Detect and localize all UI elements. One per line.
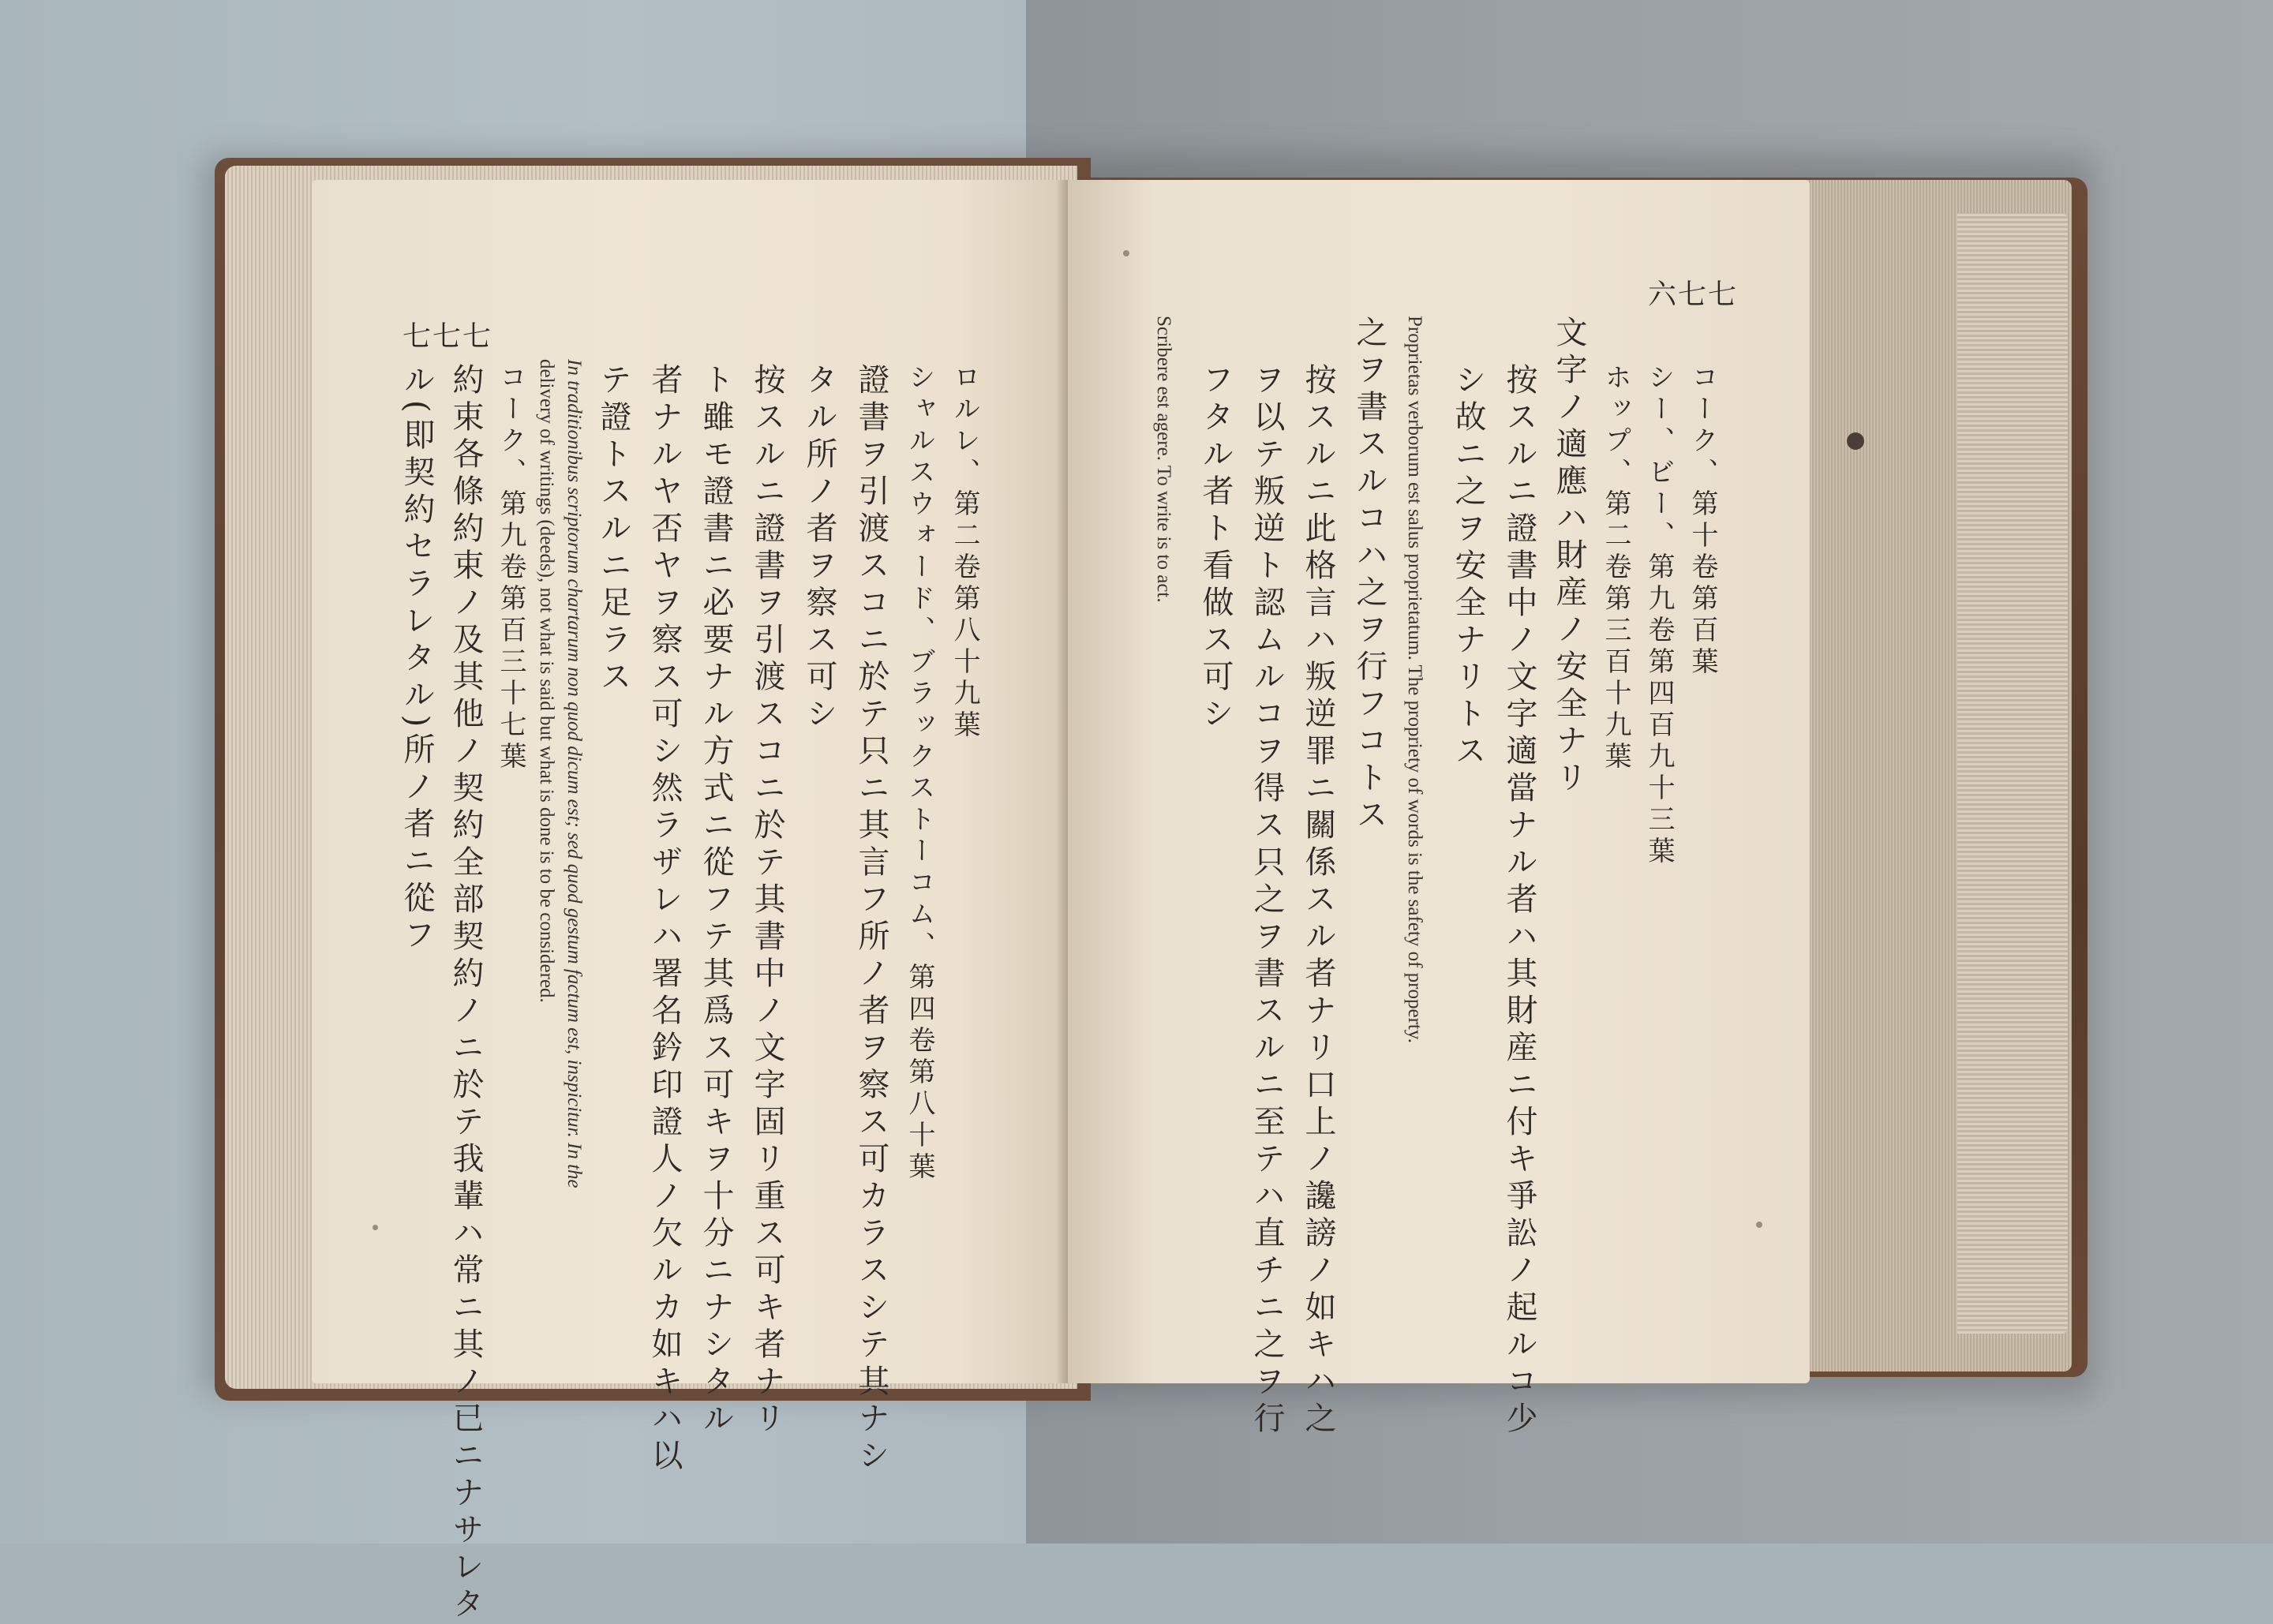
right-col-1: コーク、第十卷第百葉	[1687, 363, 1718, 679]
left-latin-2: delivery of writings (deeds), not what is said but what is done is to be considered.	[536, 359, 557, 1003]
left-col-11: ル(即契約セラレタル)所ノ者ニ從フ	[399, 363, 435, 956]
right-col-5: 按スルニ證書中ノ文字適當ナル者ハ其財産ニ付キ爭訟ノ起ルコ少	[1501, 363, 1537, 1439]
left-latin-1	[564, 359, 584, 1188]
page-hole-mark	[1847, 432, 1864, 450]
right-col-2: シー、ビー、第九卷第四百九十三葉	[1643, 363, 1675, 868]
left-col-10: 約束各條約束ノ及其他ノ契約全部契約ノニ於テ我輩ハ常ニ其ノ已ニナサレタ	[447, 363, 484, 1624]
right-col-3: ホップ、第二卷第三百十九葉	[1600, 363, 1631, 773]
left-col-2: シャルスウォード、ブラックストーコム、第四卷第八十葉	[904, 363, 935, 1184]
left-latin-1-text: In traditionibus scriptorum chartarum non quod dicum est; sed quod gestum factum est, inspicitur. In the	[564, 359, 585, 1188]
right-col-7: 之ヲ書スルコハ之ヲ行フコトス	[1351, 316, 1387, 835]
right-page-number: 六七七	[1648, 279, 1739, 311]
right-col-6: シ故ニ之ヲ安全ナリトス	[1450, 363, 1486, 771]
right-col-9: ヲ以テ叛逆ト認ムルコヲ得ス只之ヲ書スルニ至テハ直チニ之ヲ行	[1249, 363, 1285, 1439]
page-speck-1	[1123, 250, 1129, 256]
right-page	[1068, 180, 1810, 1383]
left-col-6: ト雖モ證書ニ必要ナル方式ニ從フテ其爲ス可キヲ十分ニナシタル	[698, 363, 734, 1439]
right-col-10: フタル者ト看做ス可シ	[1197, 363, 1234, 734]
left-col-5: 按スルニ證書ヲ引渡スコニ於テ其書中ノ文字固リ重ス可キ者ナリ	[749, 363, 785, 1439]
page-speck-2	[1756, 1222, 1762, 1228]
right-col-8: 按スルニ此格言ハ叛逆罪ニ關係スル者ナリ口上ノ讒謗ノ如キハ之	[1300, 363, 1336, 1439]
right-col-4: 文字ノ適應ハ財産ノ安全ナリ	[1551, 316, 1587, 798]
page-speck-3	[373, 1225, 378, 1230]
left-col-1: ロルレ、第二卷第八十九葉	[949, 363, 980, 742]
left-page-number: 七七七	[403, 320, 493, 353]
right-latin-2: Scribere est agere. To write is to act.	[1153, 316, 1174, 603]
left-col-7: 者ナルヤ否ヤヲ察ス可シ然ラザレハ署名鈐印證人ノ欠ルカ如キハ以	[646, 363, 683, 1476]
left-col-4: タル所ノ者ヲ察ス可シ	[801, 363, 837, 734]
left-col-9: コーク、第九卷第百三十七葉	[495, 363, 526, 773]
left-col-8: テ證トスルニ足ラス	[595, 363, 631, 697]
page-edges-right-inner	[1957, 213, 2068, 1334]
right-latin-1: Proprietas verborum est salus proprietatum. The propriety of words is the safety of property.	[1404, 316, 1425, 1043]
left-col-3: 證書ヲ引渡スコニ於テ只ニ其言フ所ノ者ヲ察ス可カラスシテ其ナシ	[853, 363, 889, 1476]
